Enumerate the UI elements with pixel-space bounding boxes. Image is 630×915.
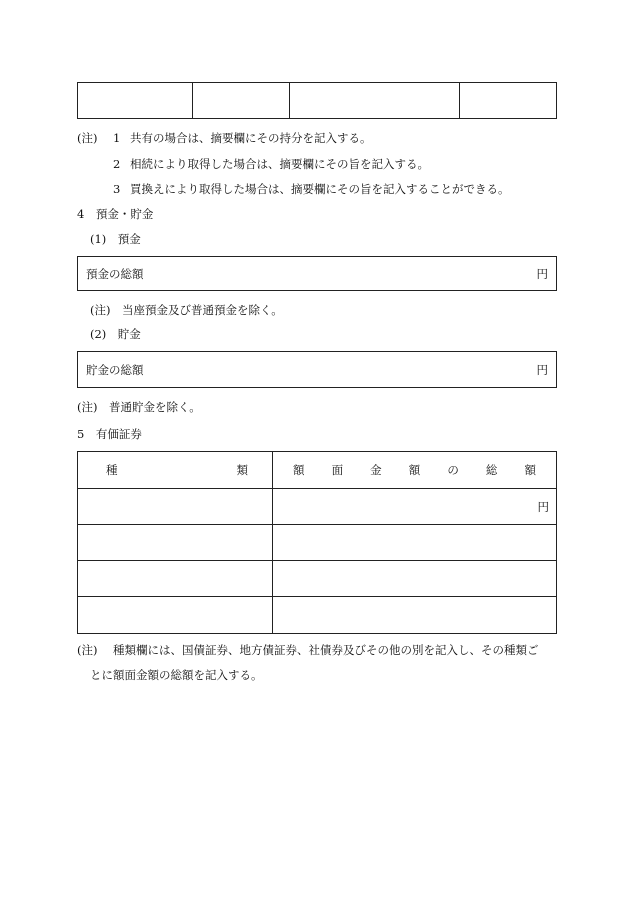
header-char: 面 (331, 463, 344, 477)
table-cell (78, 525, 273, 561)
table-row (78, 561, 557, 597)
top-table-divider (459, 82, 460, 119)
note-number: 2 (113, 157, 121, 171)
note-text: 相続により取得した場合は、摘要欄にその旨を記入する。 (130, 157, 429, 171)
securities-table (77, 451, 557, 634)
header-char: 額 (408, 463, 421, 477)
securities-note-line: 種類欄には、国債証券、地方債証券、社債券及びその他の別を記入し、その種類ご (113, 643, 539, 657)
deposit-total-label: 預金の総額 (86, 267, 144, 281)
savings-note: (注) 普通貯金を除く。 (77, 400, 201, 414)
savings-total-box (77, 351, 557, 388)
section-heading: 5 有価証券 (77, 427, 142, 441)
table-cell (273, 561, 557, 597)
table-cell (78, 489, 273, 525)
header-char: 種 (106, 463, 118, 477)
header-type (78, 452, 273, 489)
table-cell (273, 597, 557, 634)
note-text: 共有の場合は、摘要欄にその持分を記入する。 (130, 131, 372, 145)
header-char: 額 (293, 463, 305, 477)
header-char: 総 (485, 463, 498, 477)
table-row (78, 597, 557, 634)
header-char: 額 (524, 463, 536, 477)
note-text: 買換えにより取得した場合は、摘要欄にその旨を記入することができる。 (130, 182, 510, 196)
amount-unit: 円 (537, 499, 549, 514)
table-header-row (78, 452, 557, 489)
section-heading: 4 預金・貯金 (77, 207, 154, 221)
header-char: 金 (370, 463, 382, 477)
table-cell (273, 489, 557, 525)
table-cell (78, 597, 273, 634)
deposit-total-unit: 円 (536, 267, 548, 281)
savings-total-unit: 円 (536, 363, 548, 377)
note-label: (注) (77, 131, 98, 145)
securities-note-line: とに額面金額の総額を記入する。 (90, 668, 263, 682)
table-row (78, 525, 557, 561)
subsection-heading: (2) 貯金 (90, 327, 141, 341)
table-cell (78, 561, 273, 597)
header-total (273, 452, 557, 489)
header-char: の (447, 463, 459, 477)
top-table-divider (192, 82, 193, 119)
subsection-heading: (1) 預金 (90, 232, 141, 246)
table-cell (273, 525, 557, 561)
securities-note-label: (注) (77, 643, 98, 657)
savings-total-label: 貯金の総額 (86, 363, 144, 377)
top-table-divider (289, 82, 290, 119)
deposit-total-box (77, 256, 557, 291)
deposit-note: (注) 当座預金及び普通預金を除く。 (90, 303, 283, 317)
note-number: 3 (113, 182, 121, 196)
top-table (77, 82, 557, 119)
note-number: 1 (113, 131, 121, 145)
header-char: 類 (236, 463, 248, 477)
table-row (78, 489, 557, 525)
